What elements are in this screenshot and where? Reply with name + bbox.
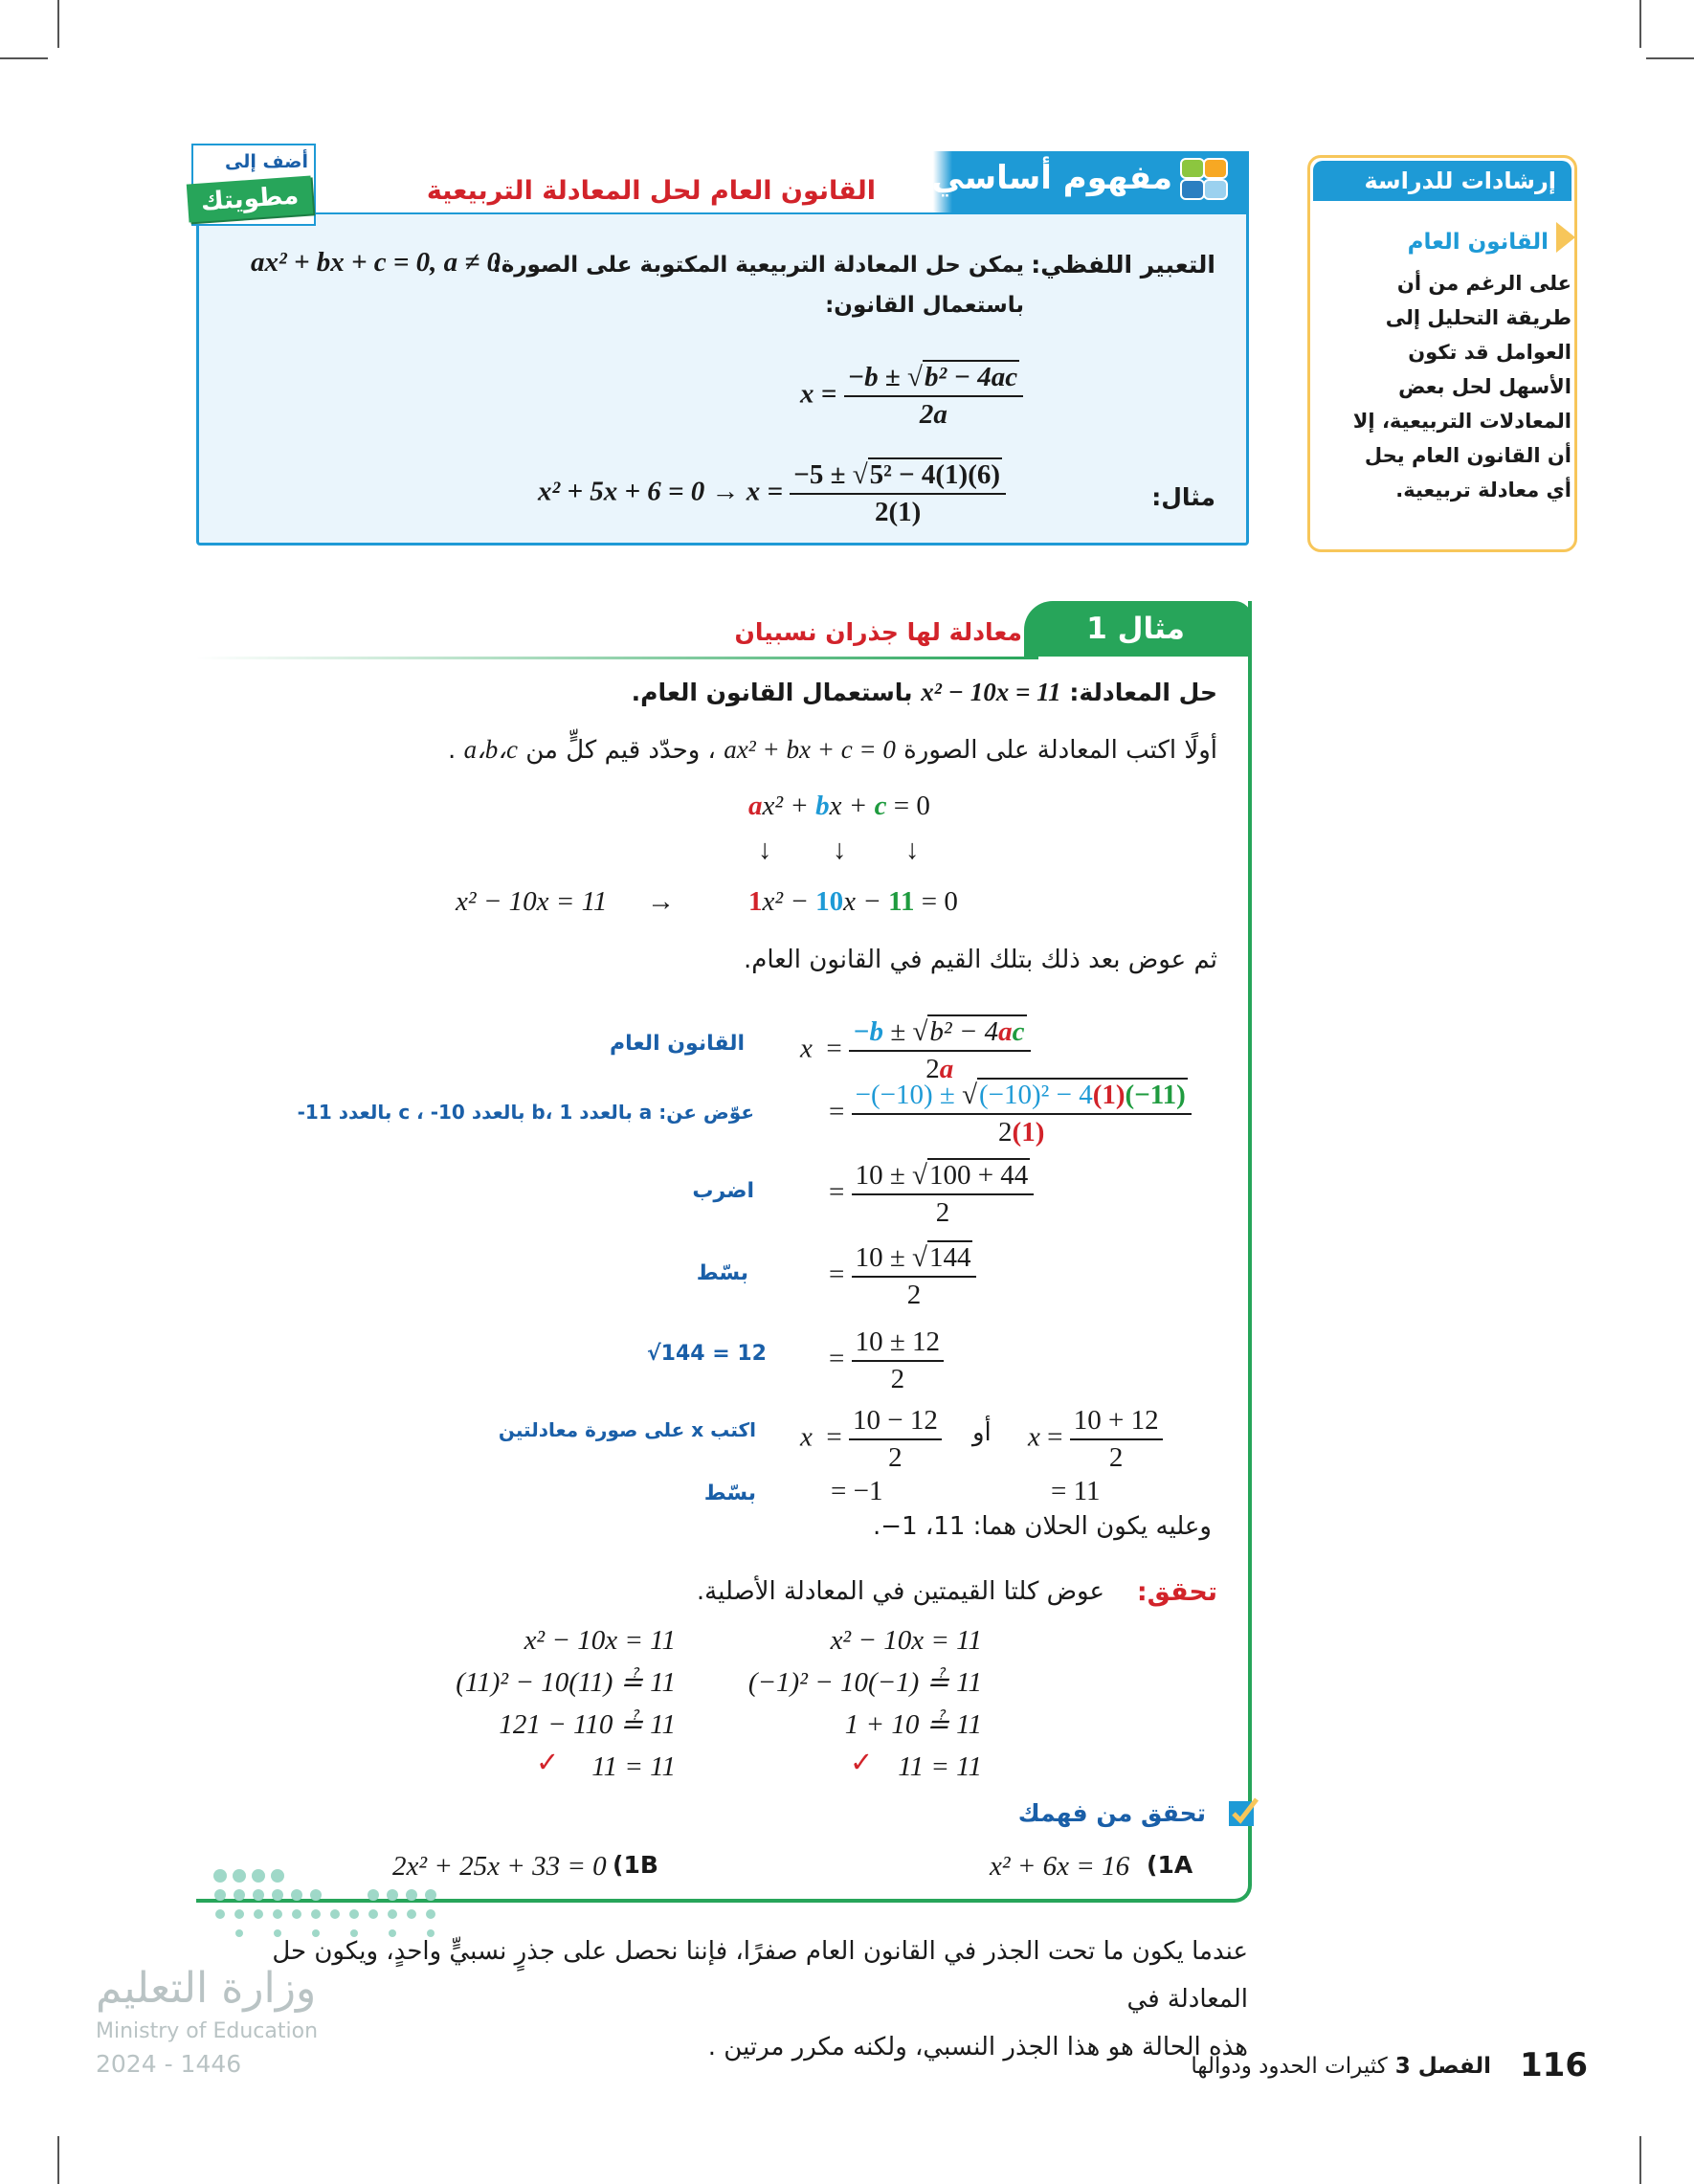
chapter-title: كثيرات الحدود ودوالها bbox=[1191, 2054, 1388, 2079]
work-sub-rad-c: (−11) bbox=[1125, 1080, 1186, 1110]
work-sub-den-a: 2 bbox=[998, 1117, 1013, 1148]
study-tip-body bbox=[1323, 266, 1571, 507]
formula-radicand: b² − 4ac bbox=[924, 362, 1018, 392]
std-x2: x² + bbox=[762, 791, 809, 821]
example-radicand: 5² − 4(1)(6) bbox=[869, 459, 1001, 490]
study-tip-line: أن القانون العام يحل bbox=[1364, 444, 1571, 467]
ministry-name-en: Ministry of Education bbox=[96, 2019, 319, 2043]
work-line-2 bbox=[829, 1080, 1192, 1148]
work-fraction-6a bbox=[849, 1405, 942, 1474]
coef-b: b bbox=[815, 791, 830, 821]
check-right-line: x² − 10x = 11 bbox=[830, 1625, 982, 1656]
arrow-right-icon: → bbox=[647, 886, 675, 917]
chapter-number: الفصل 3 bbox=[1394, 2054, 1491, 2079]
step1-eq: ax² + bx + c = 0 bbox=[724, 735, 896, 764]
crop-mark bbox=[57, 2136, 59, 2184]
example-formula bbox=[538, 459, 1006, 528]
work-rad-b2: b² − 4 bbox=[929, 1016, 999, 1047]
formula-num: −b ± bbox=[847, 362, 901, 392]
work-sub-rad-a: (−10)² − 4 bbox=[978, 1080, 1093, 1110]
check-left-line: 121 − 110 ≟ 11 bbox=[499, 1709, 676, 1740]
check-left-line: (11)² − 10(11) ≟ 11 bbox=[456, 1667, 676, 1698]
work-line-3 bbox=[829, 1160, 1034, 1229]
verbal-text-2: باستعمال القانون: bbox=[825, 293, 1024, 318]
std-x: x + bbox=[829, 791, 868, 821]
example-frame bbox=[196, 601, 1252, 1903]
bottom-paragraph bbox=[195, 1928, 1248, 2071]
crop-mark bbox=[1639, 0, 1641, 48]
formula-lhs: x = bbox=[800, 378, 837, 410]
example-title: معادلة لها جذران نسبيان bbox=[734, 618, 1022, 646]
work-line-5 bbox=[829, 1326, 944, 1395]
work-eq: = bbox=[829, 1343, 845, 1374]
work-f5-num: 10 ± 12 bbox=[852, 1326, 944, 1362]
question-1a-label: 1A) bbox=[1147, 1851, 1193, 1879]
value-b: 10 bbox=[815, 886, 844, 917]
value-c: 11 bbox=[888, 886, 915, 917]
study-tip-title: القانون العام bbox=[1407, 230, 1549, 255]
crop-mark bbox=[1639, 2136, 1641, 2184]
work-line-6a bbox=[800, 1405, 942, 1474]
work-pm: ± bbox=[890, 1016, 906, 1047]
work-den-2: 2 bbox=[925, 1054, 940, 1084]
work-fraction-1: $\frac{\text{−b ± √b² − 4ac}}{2a}$ bbox=[849, 1016, 1031, 1085]
work-f3-den: 2 bbox=[935, 1197, 950, 1228]
crop-mark bbox=[1646, 57, 1694, 59]
work-fraction-4: $\frac{10 \pm √144}{2}$ bbox=[852, 1242, 977, 1311]
ministry-logo-dots bbox=[211, 1866, 450, 1943]
quadratic-formula bbox=[800, 362, 1023, 431]
substituted-form bbox=[748, 886, 958, 918]
work-line-1 bbox=[800, 1016, 1031, 1085]
sub-x2: x² − bbox=[762, 886, 809, 917]
work-fraction-3: $\frac{10 \pm √100 + 44}{2}$ bbox=[852, 1160, 1035, 1229]
note-simplify: بسّط bbox=[696, 1261, 748, 1285]
step1-text bbox=[448, 735, 1217, 765]
foldable-add-to: أضف إلى bbox=[225, 151, 308, 172]
work-fraction-5 bbox=[852, 1326, 944, 1395]
key-concept-title: القانون العام لحل المعادلة التربيعية bbox=[426, 176, 876, 206]
work-eq: = bbox=[826, 1421, 842, 1453]
paragraph-line: هذه الحالة هو هذا الجذر النسبي، ولكنه مكرر مرتين . bbox=[707, 2033, 1248, 2061]
example-prompt bbox=[632, 678, 1217, 707]
work-rad-a: a bbox=[998, 1016, 1013, 1047]
work-x: x bbox=[800, 1421, 813, 1453]
study-tip-line: طريقة التحليل إلى bbox=[1385, 306, 1571, 329]
check-right-line: (−1)² − 10(−1) ≟ 11 bbox=[747, 1667, 982, 1698]
verbal-equation: ax² + bx + c = 0, a ≠ 0 bbox=[251, 247, 502, 278]
example-fraction: $\frac{\text{−5 ± √5² − 4(1)(6)}}{2(1)}$ bbox=[790, 459, 1006, 528]
check-left-column bbox=[450, 1619, 676, 1788]
study-tip-line: العوامل قد تكون bbox=[1408, 341, 1571, 364]
verbal-text: يمكن حل المعادلة التربيعية المكتوبة على الصورة: bbox=[492, 253, 1024, 278]
check-left-line: 11 = 11 bbox=[591, 1751, 676, 1782]
sub-eq0: = 0 bbox=[921, 886, 958, 917]
step1-a: أولًا اكتب المعادلة على الصورة bbox=[903, 736, 1217, 765]
check-understanding-title: تحقق من فهمك bbox=[1017, 1799, 1206, 1827]
question-1b-equation: 2x² + 25x + 33 = 0 bbox=[392, 1851, 607, 1882]
work-f6a-num: 10 − 12 bbox=[849, 1405, 942, 1440]
example-den: 2(1) bbox=[875, 497, 922, 527]
example-label: مثال: bbox=[1151, 483, 1215, 511]
foldable-name: مطويتك bbox=[187, 176, 313, 223]
note-write-two: اكتب x على صورة معادلتين bbox=[498, 1418, 756, 1441]
note-multiply: اضرب bbox=[692, 1179, 754, 1203]
work-eq: = bbox=[829, 1096, 845, 1127]
note-general-formula: القانون العام bbox=[610, 1032, 745, 1056]
original-equation: x² − 10x = 11 bbox=[456, 886, 608, 917]
prompt-equation: x² − 10x = 11 bbox=[921, 678, 1061, 706]
step1-vars: a،b،c bbox=[463, 735, 518, 764]
work-x: x bbox=[800, 1033, 813, 1064]
note-substitute: عوّض عن: a بالعدد 1 ،b بالعدد 10- ، c بالعدد 11- bbox=[297, 1101, 754, 1124]
ministry-year: 2024 - 1446 bbox=[96, 2050, 242, 2078]
note-simplify-2: بسّط bbox=[703, 1482, 756, 1505]
question-1b-label: 1B) bbox=[613, 1851, 658, 1879]
step2-text: ثم عوض بعد ذلك بتلك القيم في القانون العام. bbox=[744, 946, 1217, 974]
work-line-4 bbox=[829, 1242, 976, 1311]
work-f3-rad: 100 + 44 bbox=[928, 1160, 1029, 1191]
check-right-line: 1 + 10 ≟ 11 bbox=[844, 1709, 982, 1740]
step1-b: ، وحدّد قيم كلٍّ من bbox=[525, 736, 716, 765]
work-f4-num: 10 ± bbox=[855, 1242, 905, 1273]
sub-x: x − bbox=[843, 886, 881, 917]
work-f4-rad: 144 bbox=[928, 1242, 971, 1273]
work-sub-lead: −(−10) ± bbox=[855, 1080, 955, 1110]
work-fraction-2: $\frac{\text{−(−10) ± √(−10)² − 4(1)(−11)}}{2(1)}$ bbox=[852, 1080, 1192, 1148]
checkmark-icon: ✓ bbox=[536, 1748, 560, 1778]
arrow-down-icon: ↓ bbox=[905, 835, 920, 865]
work-eq: = bbox=[1047, 1421, 1063, 1453]
work-eq: = bbox=[829, 1176, 845, 1208]
crop-mark bbox=[0, 57, 48, 59]
conclusion: وعليه يكون الحلان هما: 11، 1−. bbox=[873, 1512, 1212, 1541]
question-1a-equation: x² + 6x = 16 bbox=[990, 1851, 1130, 1882]
work-f6-den: 2 bbox=[888, 1442, 903, 1473]
work-f4-den: 2 bbox=[906, 1280, 922, 1310]
work-den-a: a bbox=[939, 1054, 954, 1084]
work-sub-den-b: (1) bbox=[1012, 1117, 1045, 1148]
work-f3-num: 10 ± bbox=[855, 1160, 905, 1191]
work-f6-den: 2 bbox=[1108, 1442, 1124, 1473]
key-concept-icon bbox=[1177, 155, 1231, 205]
study-tip-pointer-icon bbox=[1556, 222, 1575, 253]
work-x: x bbox=[1028, 1421, 1040, 1453]
check-right-line: 11 = 11 bbox=[898, 1751, 982, 1782]
standard-form bbox=[748, 791, 930, 822]
arrow-down-icon: ↓ bbox=[833, 835, 847, 865]
check-label: تحقق: bbox=[1136, 1577, 1217, 1607]
check-left-line: x² − 10x = 11 bbox=[524, 1625, 676, 1656]
study-tip-line: أي معادلة تربيعية. bbox=[1395, 479, 1571, 501]
example-lhs: x² + 5x + 6 = 0 → x = bbox=[538, 476, 784, 507]
prompt-text-a: حل المعادلة: bbox=[1069, 679, 1217, 706]
page-number: 116 bbox=[1520, 2046, 1588, 2084]
work-f5-den: 2 bbox=[890, 1364, 905, 1394]
crop-mark bbox=[57, 0, 59, 48]
work-or: أو bbox=[972, 1418, 992, 1447]
arrow-down-icon: ↓ bbox=[758, 835, 772, 865]
formula-fraction: $\frac{\text{−b ± √b² − 4ac}}{2a}$ bbox=[844, 362, 1024, 431]
key-concept-label: مفهوم أساسي bbox=[931, 159, 1172, 197]
study-tip-line: الأسهل لحل بعض bbox=[1398, 375, 1571, 398]
work-neg-b: −b bbox=[852, 1016, 884, 1047]
footer-chapter bbox=[1191, 2054, 1491, 2079]
work-sub-rad-b: (1) bbox=[1092, 1080, 1126, 1110]
study-tip-line: على الرغم من أن bbox=[1396, 272, 1571, 295]
work-eq: = bbox=[826, 1033, 842, 1064]
value-a: 1 bbox=[748, 886, 763, 917]
paragraph-line: عندما يكون ما تحت الجذر في القانون العام صفرًا، فإننا نحصل على جذرٍ نسبيٍّ واحدٍ، ويكون حل المعادلة في bbox=[272, 1937, 1248, 2014]
result-2: = 11 bbox=[1051, 1476, 1101, 1506]
work-f6b-num: 10 + 12 bbox=[1070, 1405, 1163, 1440]
check-text: عوض كلتا القيمتين في المعادلة الأصلية. bbox=[696, 1577, 1104, 1606]
example-badge: مثال 1 bbox=[1024, 601, 1252, 657]
result-1: = −1 bbox=[831, 1476, 883, 1506]
example-header-line bbox=[196, 657, 1038, 659]
coef-c: c bbox=[874, 791, 887, 821]
step1-end: . bbox=[448, 736, 457, 765]
prompt-text-b: باستعمال القانون العام. bbox=[631, 679, 913, 706]
study-tip-line: المعادلات التربيعية، إلا bbox=[1352, 410, 1571, 433]
work-eq: = bbox=[829, 1259, 845, 1290]
study-tip-header: إرشادات للدراسة bbox=[1313, 161, 1571, 201]
work-line-6b bbox=[1028, 1405, 1163, 1474]
note-sqrt-144: √144 = 12 bbox=[647, 1342, 767, 1366]
std-eq0: = 0 bbox=[893, 791, 930, 821]
coef-a: a bbox=[748, 791, 763, 821]
checkmark-icon: ✓ bbox=[850, 1748, 874, 1778]
work-rad-c: c bbox=[1012, 1016, 1025, 1047]
ministry-name-ar: وزارة التعليم bbox=[96, 1964, 317, 2013]
verbal-label: التعبير اللفظي: bbox=[1031, 251, 1215, 279]
example-num: −5 ± bbox=[793, 459, 846, 490]
formula-den: 2a bbox=[919, 399, 947, 430]
work-fraction-6b bbox=[1070, 1405, 1163, 1474]
check-understanding-icon bbox=[1227, 1795, 1259, 1828]
